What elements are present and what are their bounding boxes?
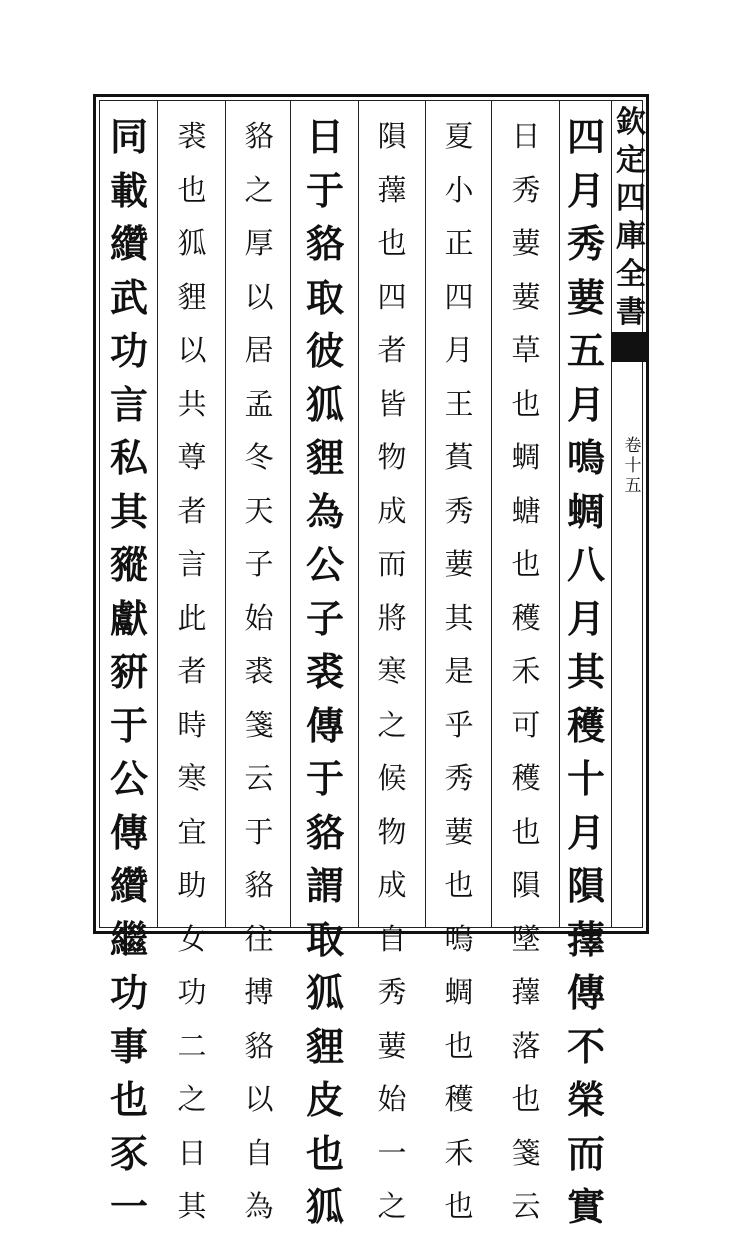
glyph: 月 bbox=[566, 381, 605, 427]
glyph: 王 bbox=[444, 386, 474, 421]
glyph: 穫 bbox=[511, 761, 541, 795]
glyph: 寒 bbox=[177, 761, 207, 795]
glyph: 之 bbox=[244, 172, 274, 207]
glyph: 也 bbox=[444, 868, 474, 902]
text-column-1 bbox=[563, 110, 609, 1229]
glyph: 日 bbox=[305, 114, 344, 159]
glyph: 為 bbox=[305, 488, 344, 534]
column-rule bbox=[225, 100, 226, 928]
glyph: 其 bbox=[177, 1189, 207, 1223]
glyph: 往 bbox=[244, 921, 274, 956]
glyph: 尊 bbox=[177, 440, 207, 474]
glyph: 者 bbox=[177, 493, 207, 528]
glyph: 彼 bbox=[305, 328, 344, 373]
glyph: 同 bbox=[109, 114, 148, 159]
glyph: 四 bbox=[377, 279, 407, 314]
glyph: 貍 bbox=[305, 1023, 344, 1069]
glyph: 穫 bbox=[566, 702, 605, 748]
glyph: 箋 bbox=[244, 707, 274, 742]
glyph: 卷 bbox=[624, 436, 642, 456]
column-rule bbox=[559, 100, 560, 928]
glyph: 秀 bbox=[511, 172, 541, 207]
glyph: 欽 bbox=[616, 105, 646, 140]
glyph: 月 bbox=[566, 595, 605, 641]
glyph: 隕 bbox=[511, 868, 541, 902]
glyph: 也 bbox=[444, 1028, 474, 1063]
glyph: 秀 bbox=[444, 761, 474, 795]
glyph: 也 bbox=[511, 386, 541, 421]
glyph: 女 bbox=[177, 921, 207, 956]
glyph: 之 bbox=[377, 707, 407, 742]
fishtail-mark-text bbox=[618, 336, 642, 356]
glyph: 葽 bbox=[377, 1028, 407, 1063]
text-column-2 bbox=[497, 110, 555, 1223]
glyph: 穫 bbox=[511, 600, 541, 635]
glyph: 箋 bbox=[511, 1135, 541, 1170]
glyph: 蜩 bbox=[511, 440, 541, 474]
glyph: 書 bbox=[616, 295, 646, 330]
glyph: 日 bbox=[511, 119, 541, 153]
glyph: 一 bbox=[109, 1184, 148, 1229]
text-column-6 bbox=[230, 110, 288, 1223]
glyph: 物 bbox=[377, 440, 407, 474]
glyph: 裘 bbox=[244, 654, 274, 688]
column-rule bbox=[157, 100, 158, 928]
glyph: 為 bbox=[244, 1189, 274, 1223]
glyph: 以 bbox=[177, 333, 207, 367]
glyph: 十 bbox=[624, 456, 642, 476]
glyph: 四 bbox=[444, 279, 474, 314]
glyph: 乎 bbox=[444, 707, 474, 742]
glyph: 纘 bbox=[109, 221, 148, 266]
glyph: 五 bbox=[566, 328, 605, 373]
glyph: 也 bbox=[377, 226, 407, 260]
glyph: 豣 bbox=[109, 649, 148, 694]
glyph: 貍 bbox=[305, 435, 344, 480]
glyph: 落 bbox=[511, 1028, 541, 1063]
glyph: 小 bbox=[444, 172, 474, 207]
glyph: 共 bbox=[177, 386, 207, 421]
glyph: 以 bbox=[244, 279, 274, 314]
glyph: 裘 bbox=[177, 119, 207, 153]
glyph: 鳴 bbox=[566, 435, 605, 480]
glyph: 夏 bbox=[444, 119, 474, 153]
glyph: 也 bbox=[109, 1077, 148, 1122]
glyph: 者 bbox=[177, 654, 207, 688]
margin-rule bbox=[611, 100, 612, 928]
glyph: 螗 bbox=[511, 493, 541, 528]
glyph: 貉 bbox=[305, 221, 344, 266]
glyph: 日 bbox=[177, 1135, 207, 1170]
glyph: 宜 bbox=[177, 814, 207, 849]
glyph: 蘀 bbox=[511, 975, 541, 1009]
glyph: 助 bbox=[177, 868, 207, 902]
text-column-8 bbox=[103, 110, 155, 1229]
glyph: 而 bbox=[566, 1130, 605, 1176]
glyph: 葽 bbox=[511, 226, 541, 260]
glyph: 言 bbox=[177, 547, 207, 581]
glyph: 云 bbox=[244, 761, 274, 795]
glyph: 始 bbox=[377, 1082, 407, 1116]
glyph: 豕 bbox=[109, 1130, 148, 1176]
glyph: 貉 bbox=[305, 809, 344, 855]
glyph: 自 bbox=[244, 1135, 274, 1170]
glyph: 穫 bbox=[444, 1082, 474, 1116]
glyph: 成 bbox=[377, 868, 407, 902]
glyph: 貍 bbox=[177, 279, 207, 314]
column-rule bbox=[358, 100, 359, 928]
glyph: 功 bbox=[109, 328, 148, 373]
glyph: 言 bbox=[109, 381, 148, 427]
glyph: 謂 bbox=[305, 863, 344, 908]
glyph: 秀 bbox=[566, 221, 605, 266]
glyph: 皮 bbox=[305, 1077, 344, 1122]
glyph: 而 bbox=[377, 547, 407, 581]
glyph: 一 bbox=[377, 1135, 407, 1170]
glyph: 葽 bbox=[444, 547, 474, 581]
glyph: 子 bbox=[305, 595, 344, 641]
glyph: 于 bbox=[244, 814, 274, 849]
glyph: 其 bbox=[566, 649, 605, 694]
glyph: 狐 bbox=[305, 381, 344, 427]
glyph: 也 bbox=[444, 1189, 474, 1223]
glyph: 秀 bbox=[444, 493, 474, 528]
glyph: 鳴 bbox=[444, 921, 474, 956]
glyph: 是 bbox=[444, 654, 474, 688]
glyph: 武 bbox=[109, 274, 148, 320]
glyph: 以 bbox=[244, 1082, 274, 1116]
glyph: 取 bbox=[305, 274, 344, 320]
juan-label bbox=[620, 436, 646, 496]
glyph: 也 bbox=[511, 814, 541, 849]
glyph: 其 bbox=[444, 600, 474, 635]
glyph: 厚 bbox=[244, 226, 274, 260]
glyph: 也 bbox=[305, 1130, 344, 1176]
glyph: 草 bbox=[511, 333, 541, 367]
glyph: 月 bbox=[566, 809, 605, 855]
glyph: 傳 bbox=[109, 809, 148, 855]
glyph: 傳 bbox=[305, 702, 344, 748]
glyph: 裘 bbox=[305, 649, 344, 694]
glyph: 可 bbox=[511, 707, 541, 742]
glyph: 公 bbox=[109, 756, 148, 801]
glyph: 于 bbox=[305, 167, 344, 213]
glyph: 蜩 bbox=[444, 975, 474, 1009]
glyph: 載 bbox=[109, 167, 148, 213]
glyph: 狐 bbox=[305, 1184, 344, 1229]
glyph: 將 bbox=[377, 600, 407, 635]
glyph: 五 bbox=[624, 476, 642, 496]
glyph: 也 bbox=[177, 172, 207, 207]
glyph: 冬 bbox=[244, 440, 274, 474]
glyph: 葽 bbox=[444, 814, 474, 849]
glyph: 豵 bbox=[109, 542, 148, 587]
glyph: 于 bbox=[305, 756, 344, 801]
glyph: 實 bbox=[566, 1184, 605, 1229]
glyph: 蜩 bbox=[566, 488, 605, 534]
glyph: 貉 bbox=[244, 868, 274, 902]
text-column-3 bbox=[430, 110, 488, 1223]
glyph: 獻 bbox=[109, 595, 148, 641]
glyph: 公 bbox=[305, 542, 344, 587]
glyph: 孟 bbox=[244, 386, 274, 421]
glyph: 禾 bbox=[444, 1135, 474, 1170]
glyph: 時 bbox=[177, 707, 207, 742]
glyph: 貉 bbox=[244, 119, 274, 153]
glyph: 狐 bbox=[177, 226, 207, 260]
glyph: 云 bbox=[511, 1189, 541, 1223]
glyph: 墜 bbox=[511, 921, 541, 956]
glyph: 子 bbox=[244, 547, 274, 581]
glyph: 月 bbox=[566, 167, 605, 213]
glyph: 四 bbox=[616, 181, 646, 216]
collection-title bbox=[614, 104, 648, 332]
glyph: 蘀 bbox=[566, 916, 605, 962]
glyph: 事 bbox=[109, 1023, 148, 1069]
text-column-5 bbox=[296, 110, 354, 1229]
glyph: 物 bbox=[377, 814, 407, 849]
glyph: 成 bbox=[377, 493, 407, 528]
glyph: 正 bbox=[444, 226, 474, 260]
text-column-7 bbox=[163, 110, 221, 1223]
glyph: 全 bbox=[616, 257, 646, 292]
glyph: 葽 bbox=[566, 274, 605, 320]
glyph: 不 bbox=[566, 1023, 605, 1069]
glyph: 狐 bbox=[305, 970, 344, 1015]
glyph: 也 bbox=[511, 547, 541, 581]
glyph: 于 bbox=[109, 702, 148, 748]
glyph: 居 bbox=[244, 333, 274, 367]
glyph: 榮 bbox=[566, 1077, 605, 1122]
glyph: 搏 bbox=[244, 975, 274, 1009]
glyph: 始 bbox=[244, 600, 274, 635]
glyph: 候 bbox=[377, 761, 407, 795]
glyph: 萯 bbox=[444, 440, 474, 474]
glyph: 定 bbox=[616, 143, 646, 178]
glyph: 寒 bbox=[377, 654, 407, 688]
glyph: 自 bbox=[377, 921, 407, 956]
column-rule bbox=[290, 100, 291, 928]
glyph: 天 bbox=[244, 493, 274, 528]
glyph: 隕 bbox=[377, 119, 407, 153]
glyph: 纘 bbox=[109, 863, 148, 908]
glyph: 葽 bbox=[511, 279, 541, 314]
glyph: 功 bbox=[109, 970, 148, 1015]
column-rule bbox=[491, 100, 492, 928]
glyph: 取 bbox=[305, 916, 344, 962]
glyph: 月 bbox=[444, 333, 474, 367]
glyph: 庫 bbox=[616, 219, 646, 254]
glyph: 皆 bbox=[377, 386, 407, 421]
glyph: 此 bbox=[177, 600, 207, 635]
glyph: 蘀 bbox=[377, 172, 407, 207]
glyph: 之 bbox=[177, 1082, 207, 1116]
glyph: 繼 bbox=[109, 916, 148, 962]
glyph: 其 bbox=[109, 488, 148, 534]
glyph: 功 bbox=[177, 975, 207, 1009]
glyph: 禾 bbox=[511, 654, 541, 688]
glyph: 隕 bbox=[566, 863, 605, 908]
glyph: 八 bbox=[566, 542, 605, 587]
glyph: 四 bbox=[566, 114, 605, 159]
glyph: 十 bbox=[566, 756, 605, 801]
glyph: 二 bbox=[177, 1028, 207, 1063]
glyph: 也 bbox=[511, 1082, 541, 1116]
glyph: 秀 bbox=[377, 975, 407, 1009]
glyph: 私 bbox=[109, 435, 148, 480]
glyph: 之 bbox=[377, 1189, 407, 1223]
text-column-4 bbox=[363, 110, 421, 1223]
column-rule bbox=[425, 100, 426, 928]
glyph: 者 bbox=[377, 333, 407, 367]
glyph: 貉 bbox=[244, 1028, 274, 1063]
glyph: 傳 bbox=[566, 970, 605, 1015]
